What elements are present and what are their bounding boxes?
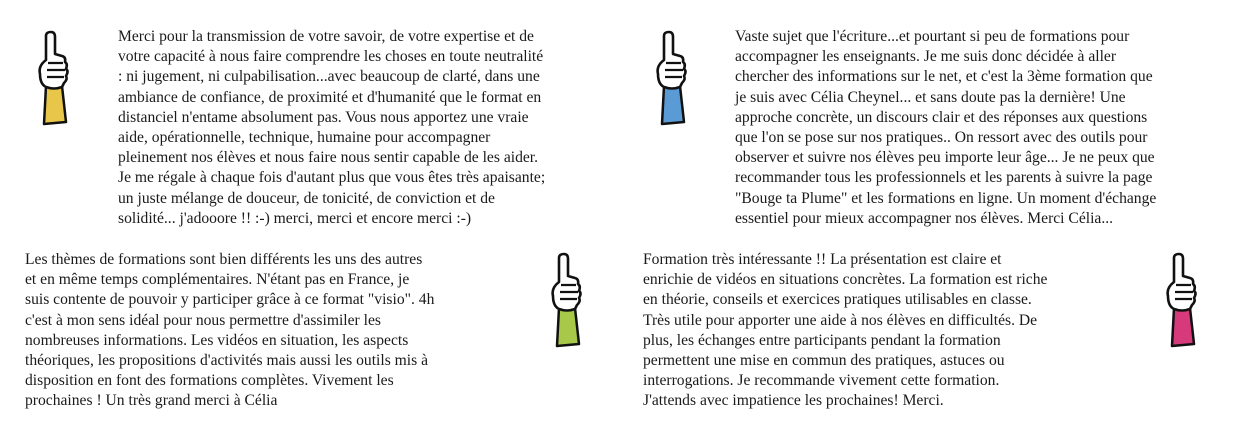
testimonial-line: Formation très intéressante !! La présentation est claire et (643, 251, 1002, 268)
testimonial-line: théoriques, les propositions d'activités mais aussi les outils mis à (25, 352, 429, 370)
testimonial-line: nombreuses informations. Les vidéos en situation, les aspects (25, 331, 409, 349)
testimonial-line: chercher des informations sur le net, et c'est la 3ème formation que (735, 68, 1153, 86)
testimonial-line: votre capacité à nous faire comprendre les choses en toute neutralité (118, 48, 544, 66)
testimonial-line: solidité... j'adooore !! :-) merci, merci et encore merci :-) (118, 209, 472, 227)
testimonial-line: observer et suivre nos élèves peu importe leur âge... Je ne peux que (735, 149, 1155, 167)
testimonial-text (735, 27, 1156, 229)
testimonial-line: interrogations. Je recommande vivement cette formation. (643, 372, 1000, 390)
testimonial-line: pleinement nos élèves et nous faire nous sentir capable de les aider. (118, 149, 539, 167)
testimonial-line: J'attends avec impatience les prochaines! Merci. (643, 392, 944, 410)
testimonial-text (643, 250, 1047, 412)
testimonial-line: : ni jugement, ni culpabilisation...avec beaucoup de clarté, dans une (118, 68, 540, 86)
testimonial-line: "Bouge ta Plume" et les formations en ligne. Un moment d'échange (735, 189, 1157, 207)
testimonial-line: prochaines ! Un très grand merci à Célia (25, 392, 278, 410)
testimonial-line: Les thèmes de formations sont bien différents les uns des autres (25, 251, 423, 268)
testimonial-line: accompagner les enseignants. Je me suis donc décidée à aller (735, 48, 1117, 66)
testimonial-text (25, 250, 434, 412)
testimonial-line: c'est à mon sens idéal pour nous permettre d'assimiler les (25, 311, 381, 329)
testimonial-line: distanciel n'entame absolument pas. Vous nous apportez une vraie (118, 108, 529, 126)
testimonial-line: que l'on se pose sur nos pratiques.. On ressort avec des outils pour (735, 129, 1148, 147)
testimonial-text (118, 27, 545, 229)
testimonial-line: suis contente de pouvoir y participer grâce à ce format "visio". 4h (25, 291, 435, 309)
testimonial-line: aide, opérationnelle, technique, humaine pour accompagner (118, 129, 491, 147)
testimonial-line: ambiance de confiance, de proximité et d'humanité que le format en (118, 88, 542, 106)
testimonial-line: un juste mélange de douceur, de tonicité, de conviction et de (118, 189, 495, 207)
testimonial-line: approche concrète, un discours clair et des réponses aux questions (735, 108, 1148, 126)
thumbs-up-icon (1160, 252, 1204, 348)
thumbs-up-icon (545, 252, 589, 348)
testimonial-line: Très utile pour apporter une aide à nos élèves en difficultés. De (643, 311, 1038, 329)
thumbs-up-icon (32, 30, 76, 126)
testimonial-line: Merci pour la transmission de votre savoir, de votre expertise et de (118, 28, 534, 45)
testimonial-line: en théorie, conseils et exercices pratiques utilisables en classe. (643, 291, 1032, 309)
testimonial-line: disposition en font des formations complètes. Vivement les (25, 372, 394, 390)
testimonial-line: Je me régale à chaque fois d'autant plus que vous êtes très apaisante; (118, 169, 546, 187)
testimonial-line: permettent une mise en commun des pratiques, astuces ou (643, 352, 1005, 370)
testimonial-line: enrichie de vidéos en situations concrètes. La formation est riche (643, 271, 1048, 289)
testimonial-line: et en même temps complémentaires. N'étant pas en France, je (25, 271, 410, 289)
testimonial-line: recommander tous les professionnels et les parents à suivre la page (735, 169, 1153, 187)
testimonial-line: Vaste sujet que l'écriture...et pourtant si peu de formations pour (735, 28, 1130, 45)
testimonial-line: je suis avec Célia Cheynel... et sans doute pas la dernière! Une (735, 88, 1126, 106)
testimonial-line: essentiel pour mieux accompagner nos élèves. Merci Célia... (735, 209, 1114, 227)
thumbs-up-icon (650, 30, 694, 126)
testimonial-line: plus, les échanges entre participants pendant la formation (643, 331, 1001, 349)
